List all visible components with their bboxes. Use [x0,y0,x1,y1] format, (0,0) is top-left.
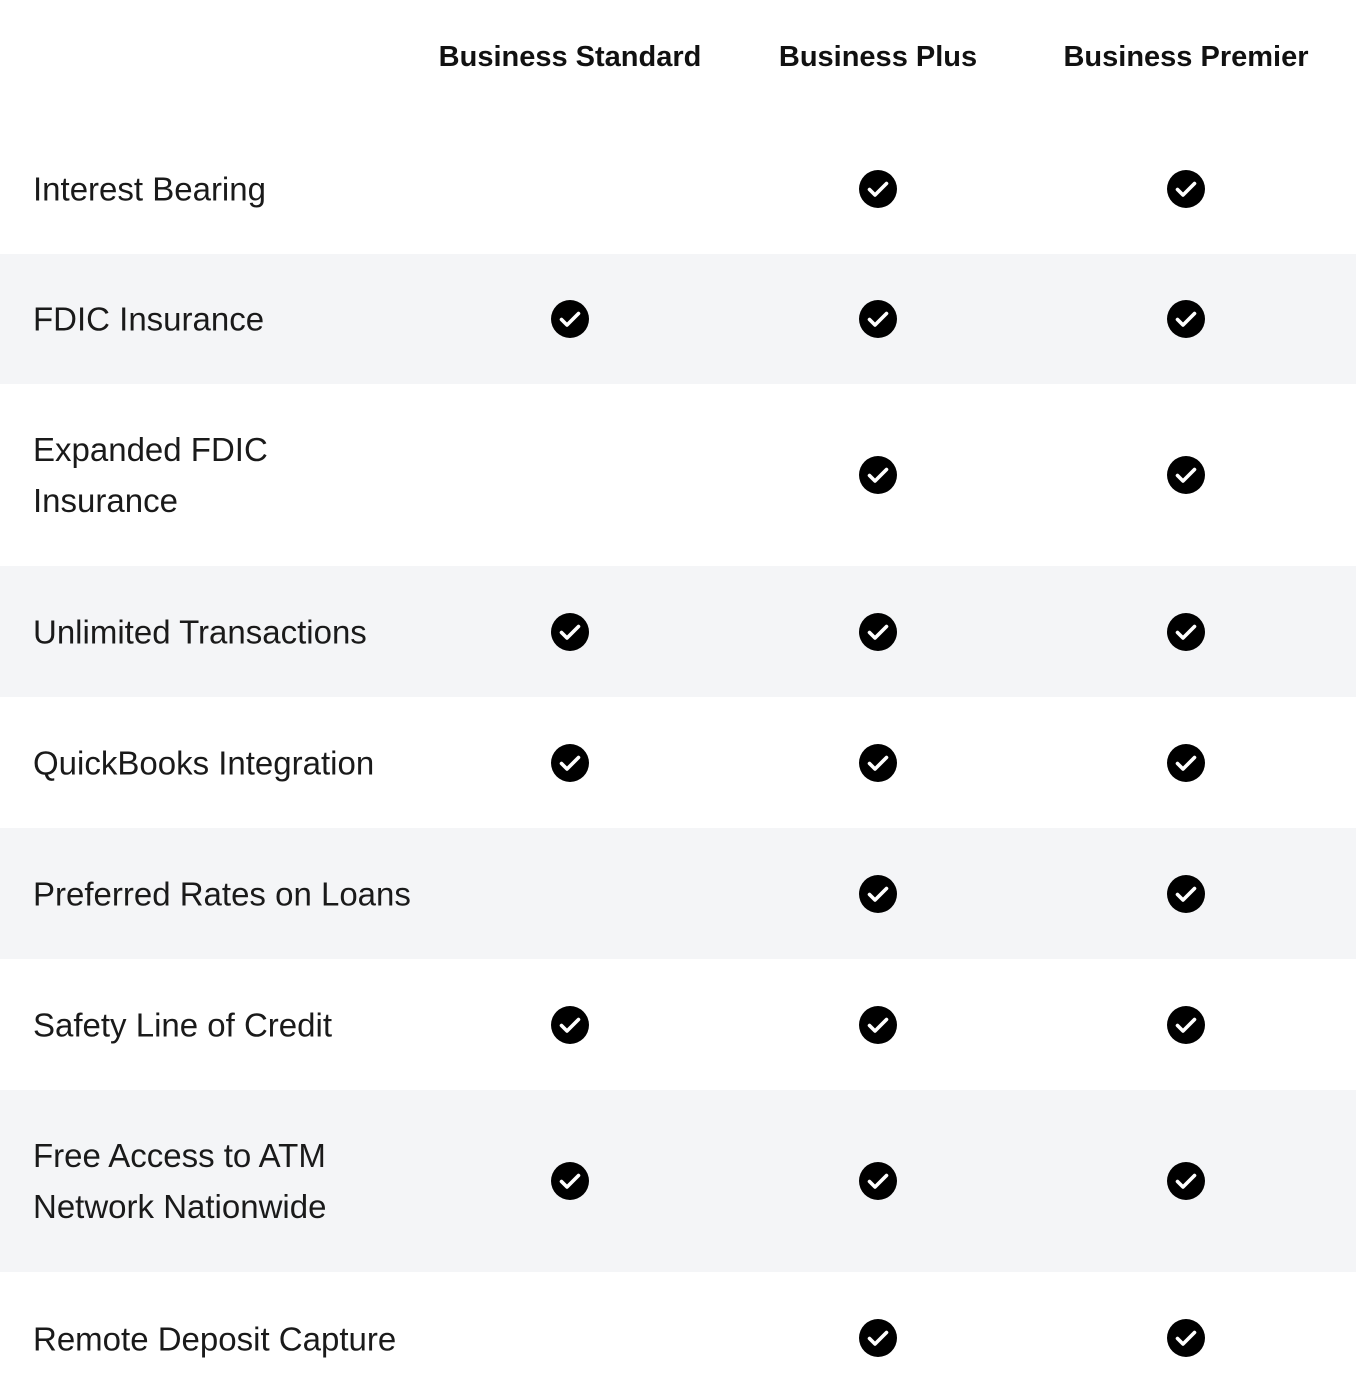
feature-label: Expanded FDIC Insurance [33,431,268,519]
check-circle-icon [1166,169,1206,209]
cell-business-plus [858,743,898,783]
cell-business-standard [550,743,590,783]
cell-business-plus [858,612,898,652]
feature-label: FDIC Insurance [33,300,265,338]
check-circle-icon [858,169,898,209]
cell-business-plus [858,169,898,209]
table-row [0,828,1356,959]
check-circle-icon [550,1161,590,1201]
table-row [0,384,1356,566]
cell-business-plus [858,299,898,339]
check-circle-icon [1166,299,1206,339]
cell-business-plus [858,1005,898,1045]
cell-business-premier [1166,874,1206,914]
check-circle-icon [858,743,898,783]
check-circle-icon [1166,455,1206,495]
cell-business-premier [1166,1161,1206,1201]
table-row [0,697,1356,828]
cell-business-premier [1166,455,1206,495]
table-row [0,254,1356,384]
feature-label: Safety Line of Credit [33,1006,332,1043]
cell-business-premier [1166,1318,1206,1358]
feature-label: Free Access to ATM Network Nationwide [33,1137,327,1225]
cell-business-plus [858,874,898,914]
cell-business-premier [1166,612,1206,652]
check-circle-icon [858,874,898,914]
feature-label: Unlimited Transactions [33,613,367,650]
cell-business-plus [858,1161,898,1201]
check-circle-icon [550,299,590,339]
check-circle-icon [1166,612,1206,652]
cell-business-premier [1166,299,1206,339]
cell-business-standard [550,455,590,495]
cell-business-standard [550,1005,590,1045]
table-row [0,123,1356,254]
feature-label: QuickBooks Integration [33,744,375,781]
cell-business-plus [858,455,898,495]
table-row [0,1090,1356,1272]
check-circle-icon [1166,874,1206,914]
column-header-business-standard: Business Standard [438,41,702,73]
cell-business-standard [550,169,590,209]
cell-business-standard [550,612,590,652]
check-circle-icon [550,612,590,652]
table-row [0,959,1356,1090]
column-header-business-plus: Business Plus [778,41,978,73]
check-circle-icon [1166,743,1206,783]
check-circle-icon [550,1005,590,1045]
table-row [0,566,1356,697]
cell-business-premier [1166,169,1206,209]
check-circle-icon [1166,1318,1206,1358]
table-row [0,1272,1356,1392]
column-header-business-premier: Business Premier [1063,41,1309,73]
cell-business-standard [550,1318,590,1358]
check-circle-icon [858,612,898,652]
check-circle-icon [858,1005,898,1045]
feature-label: Interest Bearing [33,170,266,207]
check-circle-icon [550,743,590,783]
cell-business-premier [1166,743,1206,783]
cell-business-standard [550,874,590,914]
cell-business-premier [1166,1005,1206,1045]
check-circle-icon [858,455,898,495]
cell-business-plus [858,1318,898,1358]
check-circle-icon [858,1318,898,1358]
feature-label: Preferred Rates on Loans [33,875,411,912]
check-circle-icon [1166,1161,1206,1201]
check-circle-icon [1166,1005,1206,1045]
check-circle-icon [858,1161,898,1201]
cell-business-standard [550,299,590,339]
table-header [0,0,1356,120]
check-circle-icon [858,299,898,339]
feature-label: Remote Deposit Capture [33,1320,397,1358]
cell-business-standard [550,1161,590,1201]
